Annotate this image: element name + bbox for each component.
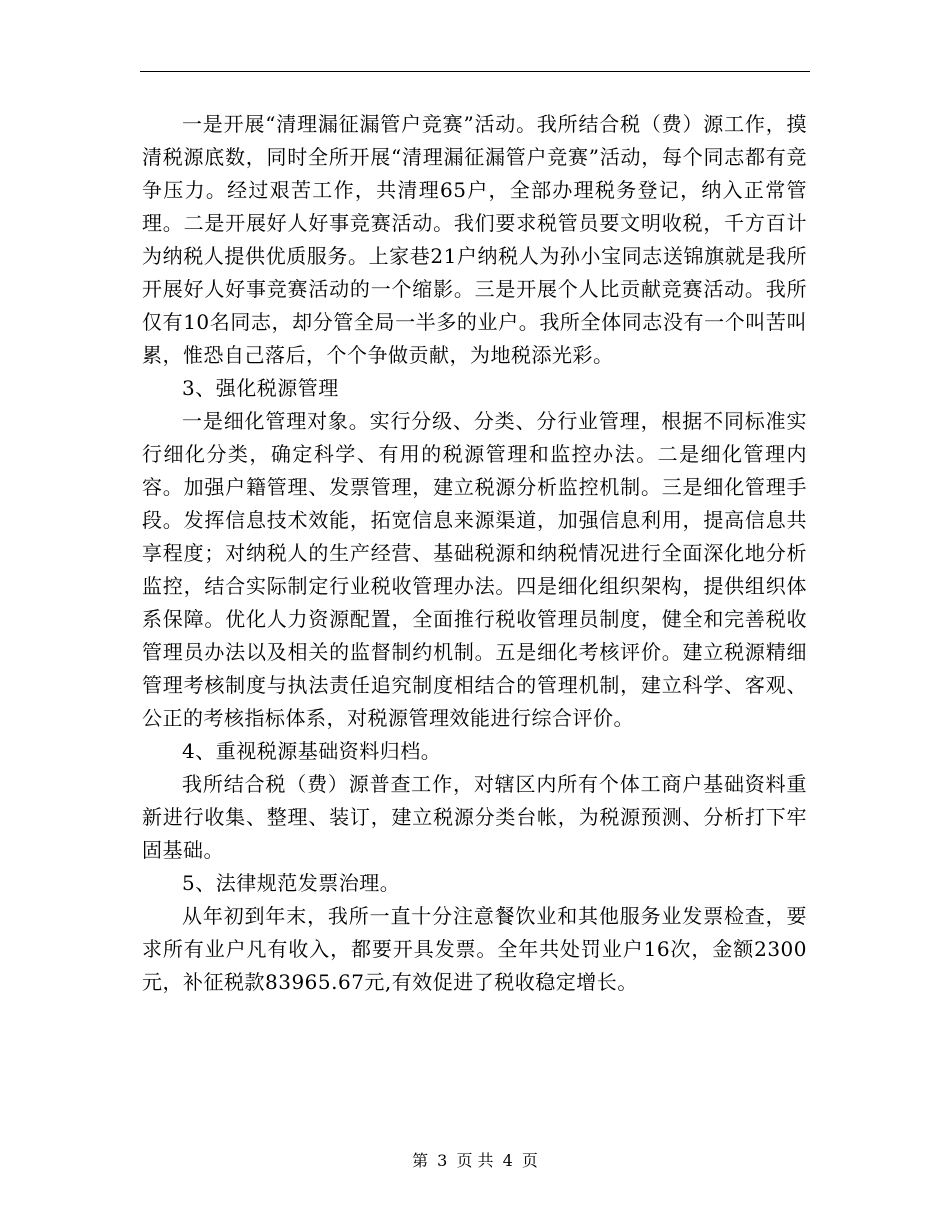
body-text	[142, 108, 807, 999]
header-rule	[140, 71, 810, 72]
paragraph-refined-management: 一是细化管理对象。实行分级、分类、分行业管理，根据不同标准实行细化分类，确定科学、有用的税源管理和监控办法。二是细化管理内容。加强户籍管理、发票管理，建立税源分析监控机制。三是细化管理手段。发挥信息技术效能，拓宽信息来源渠道，加强信息利用，提高信息共享程度；对纳税人的生产经营、基础税源和纳税情况进行全面深化地分析监控，结合实际制定行业税收管理办法。四是细化组织架构，提供组织体系保障。优化人力资源配置，全面推行税收管理员制度，健全和完善税收管理员办法以及相关的监督制约机制。五是细化考核评价。建立税源精细管理考核制度与执法责任追究制度相结合的管理机制，建立科学、客观、公正的考核指标体系，对税源管理效能进行综合评价。	[142, 409, 807, 730]
paragraph-competitions: 一是开展“清理漏征漏管户竞赛”活动。我所结合税（费）源工作，摸清税源底数，同时全所开展“清理漏征漏管户竞赛”活动，每个同志都有竞争压力。经过艰苦工作，共清理65户，全部办理税务登记，纳入正常管理。二是开展好人好事竞赛活动。我们要求税管员要文明收税，千方百计为纳税人提供优质服务。上家巷21户纳税人为孙小宝同志送锦旗就是我所开展好人好事竞赛活动的一个缩影。三是开展个人比贡献竞赛活动。我所仅有10名同志，却分管全局一半多的业户。我所全体同志没有一个叫苦叫累，惟恐自己落后，个个争做贡献，为地税添光彩。	[142, 112, 807, 367]
paragraph-invoice-governance: 从年初到年末，我所一直十分注意餐饮业和其他服务业发票检查，要求所有业户凡有收入，都要开具发票。全年共处罚业户16次，金额2300元，补征税款83965.67元,有效促进了税收稳定增长。	[142, 904, 807, 994]
footer-prefix: 第	[412, 1151, 429, 1170]
heading-invoice-governance: 5、法律规范发票治理。	[182, 871, 401, 895]
heading-strengthen-tax-source-management: 3、强化税源管理	[182, 376, 339, 400]
page-footer	[0, 1151, 950, 1171]
footer-mid: 页 共	[456, 1151, 494, 1170]
footer-current-page: 3	[437, 1151, 448, 1170]
heading-archive-basic-data: 4、重视税源基础资料归档。	[182, 739, 442, 763]
paragraph-archive-basic-data: 我所结合税（费）源普查工作，对辖区内所有个体工商户基础资料重新进行收集、整理、装订，建立税源分类台帐，为税源预测、分析打下牢固基础。	[142, 772, 807, 862]
footer-suffix: 页	[521, 1151, 538, 1170]
footer-total-pages: 4	[502, 1151, 513, 1170]
